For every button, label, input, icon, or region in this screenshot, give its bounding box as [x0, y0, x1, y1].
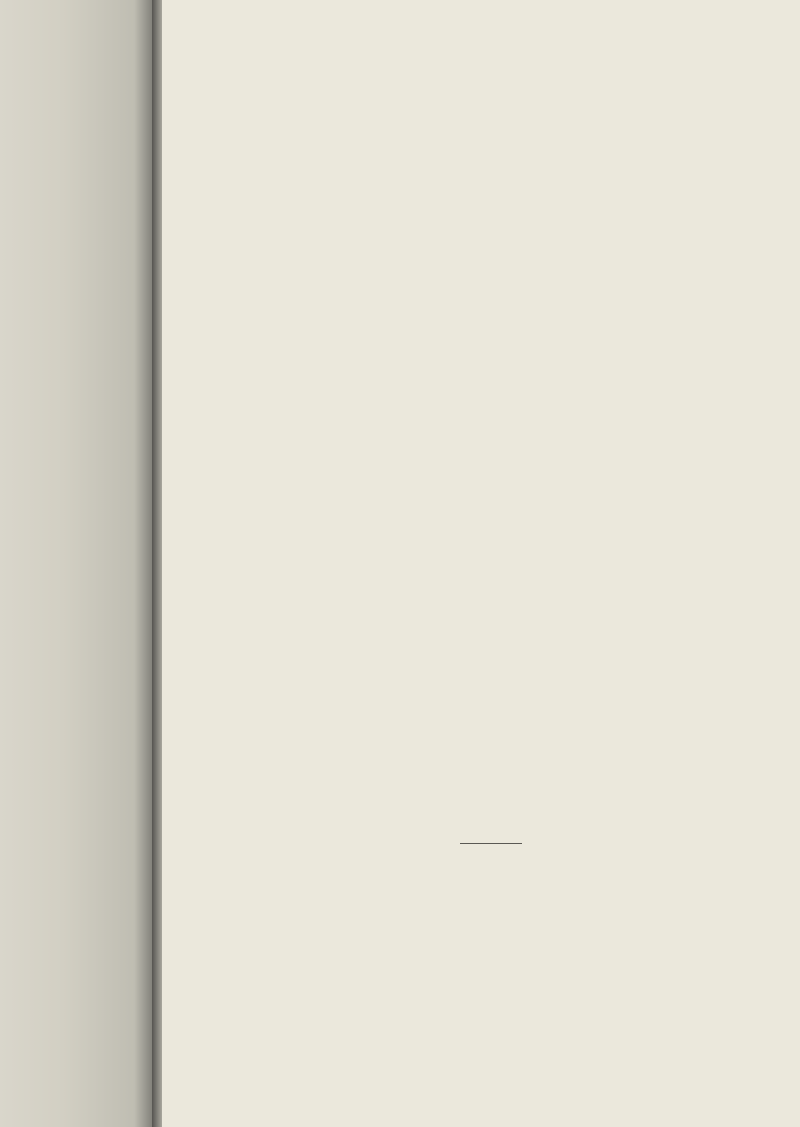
bleed-text-bottom: [0, 698, 158, 1123]
adjacent-page-bleed: [0, 0, 158, 1127]
section-divider: [460, 843, 522, 844]
book-page: [162, 0, 800, 1127]
book-gutter: [152, 0, 162, 1127]
